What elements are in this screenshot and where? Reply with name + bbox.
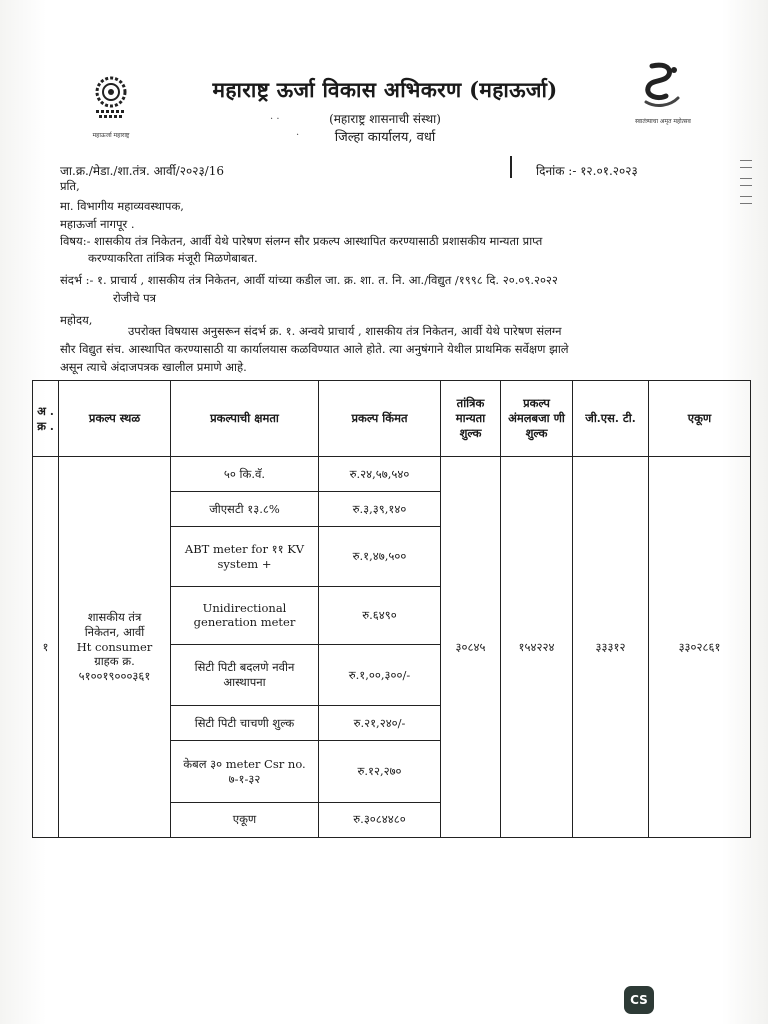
capacity-cell: Unidirectional generation meter xyxy=(171,586,319,644)
office-name: जिल्हा कार्यालय, वर्धा xyxy=(334,130,436,145)
gst-cell: ३३३१२ xyxy=(573,457,649,838)
header-total: एकूण xyxy=(649,381,751,457)
cost-cell: रु.२४,५७,५४० xyxy=(319,457,441,492)
cost-cell: रु.१,००,३००/- xyxy=(319,644,441,705)
capacity-cell: ५० कि.वॅ. xyxy=(171,457,319,492)
capacity-cell: ABT meter for ११ KV system + xyxy=(171,527,319,587)
cost-cell: रु.२१,२४०/- xyxy=(319,706,441,741)
subject-line-1: विषय:- शासकीय तंत्र निकेतन, आर्वी येथे पारेषण संलग्न सौर प्रकल्प आस्थापित करण्यासाठी प्रशासकीय मान्यता प्राप्त xyxy=(60,234,543,248)
site-line: ग्राहक क्र. xyxy=(94,654,135,668)
header-cost: प्रकल्प किंमत xyxy=(319,381,441,457)
capacity-cell: सिटी पिटी बदलणे नवीन आस्थापना xyxy=(171,644,319,705)
site-line: Ht consumer xyxy=(76,640,153,654)
header-tech-fee: तांत्रिक मान्यता शुल्क xyxy=(441,381,501,457)
cost-cell: रु.१,४७,५०० xyxy=(319,527,441,587)
site-cell xyxy=(59,457,171,838)
organization-title: महाराष्ट्र ऊर्जा विकास अभिकरण (महाऊर्जा) xyxy=(212,77,558,102)
margin-mark xyxy=(740,178,752,186)
salutation: महोदय, xyxy=(60,313,93,327)
site-line: शासकीय तंत्र xyxy=(87,610,142,624)
table-header-row xyxy=(33,381,751,457)
capacity-total-label: एकूण xyxy=(171,802,319,837)
scan-speck: · · xyxy=(270,114,280,125)
header-capacity: प्रकल्पाची क्षमता xyxy=(171,381,319,457)
impl-fee-cell: १५४२२४ xyxy=(501,457,573,838)
left-logo-caption: महाऊर्जा महाराष्ट्र xyxy=(92,132,130,139)
cost-cell: रु.३,३९,१४० xyxy=(319,492,441,527)
mahaurja-logo xyxy=(82,70,140,139)
body-paragraph xyxy=(60,322,740,376)
addressee-designation: मा. विभागीय महाव्यवस्थापक, xyxy=(60,199,184,213)
site-line: निकेतन, आर्वी xyxy=(84,625,145,639)
paragraph-line-1: उपरोक्त विषयास अनुसरून संदर्भ क्र. १. अन्वये प्राचार्य , शासकीय तंत्र निकेतन, आर्वी येथे पारेषण संलग्न xyxy=(128,324,562,338)
serial-cell: १ xyxy=(33,457,59,838)
reference-number: जा.क्र./मेडा./शा.तंत्र. आर्वी/२०२३/16 xyxy=(60,164,224,178)
cost-cell: रु.६४९० xyxy=(319,586,441,644)
capacity-cell: सिटी पिटी चाचणी शुल्क xyxy=(171,706,319,741)
cost-cell: रु.१२,२७० xyxy=(319,741,441,802)
total-cell: ३३०२८६१ xyxy=(649,457,751,838)
right-logo-caption: स्वातंत्र्याचा अमृत महोत्सव xyxy=(635,118,691,125)
site-line: ५१००१९०००३६१ xyxy=(78,669,151,683)
paragraph-line-3: असून त्याचे अंदाजपत्रक खालील प्रमाणे आहे. xyxy=(60,360,247,374)
subject-line-2: करण्याकरिता तांत्रिक मंजूरी मिळणेबाबत. xyxy=(88,251,258,265)
margin-mark xyxy=(510,156,512,178)
header-serial: अ . क्र . xyxy=(33,381,59,457)
paragraph-line-2: सौर विद्युत संच. आस्थापित करण्यासाठी या कार्यालयास कळविण्यात आले होते. त्या अनुषंगाने येथील प्राथमिक सर्वेक्षण झाले xyxy=(60,342,569,356)
addressee-office: महाऊर्जा नागपूर . xyxy=(60,217,135,231)
letter-date: दिनांक :- १२.०१.२०२३ xyxy=(536,164,638,178)
cost-total-cell: रु.३०८४४८० xyxy=(319,802,441,837)
organization-subtitle: (महाराष्ट्र शासनाची संस्था) xyxy=(329,112,441,126)
scan-speck: · xyxy=(296,130,300,141)
margin-mark xyxy=(740,160,752,168)
capacity-cell: जीएसटी १३.८% xyxy=(171,492,319,527)
reference-line-1: संदर्भ :- १. प्राचार्य , शासकीय तंत्र निकेतन, आर्वी यांच्या कडील जा. क्र. शा. त. नि. आ./विद्युत /१९९८ दि. २०.०९.२०२२ xyxy=(60,273,558,287)
header-gst: जी.एस. टी. xyxy=(573,381,649,457)
header-impl-fee: प्रकल्प अंमलबजा णी शुल्क xyxy=(501,381,573,457)
reference-line-2: रोजीचे पत्र xyxy=(113,291,157,305)
tech-fee-cell: ३०८४५ xyxy=(441,457,501,838)
header-site: प्रकल्प स्थळ xyxy=(59,381,171,457)
addressee-prefix: प्रति, xyxy=(60,179,80,193)
estimate-table xyxy=(32,380,751,838)
margin-mark xyxy=(740,196,752,204)
capacity-cell: केबल ३० meter Csr no. ७-१-३२ xyxy=(171,741,319,802)
camscanner-badge: CS xyxy=(624,986,654,1014)
amrit-mahotsav-logo xyxy=(622,62,704,125)
table-row xyxy=(33,457,751,492)
